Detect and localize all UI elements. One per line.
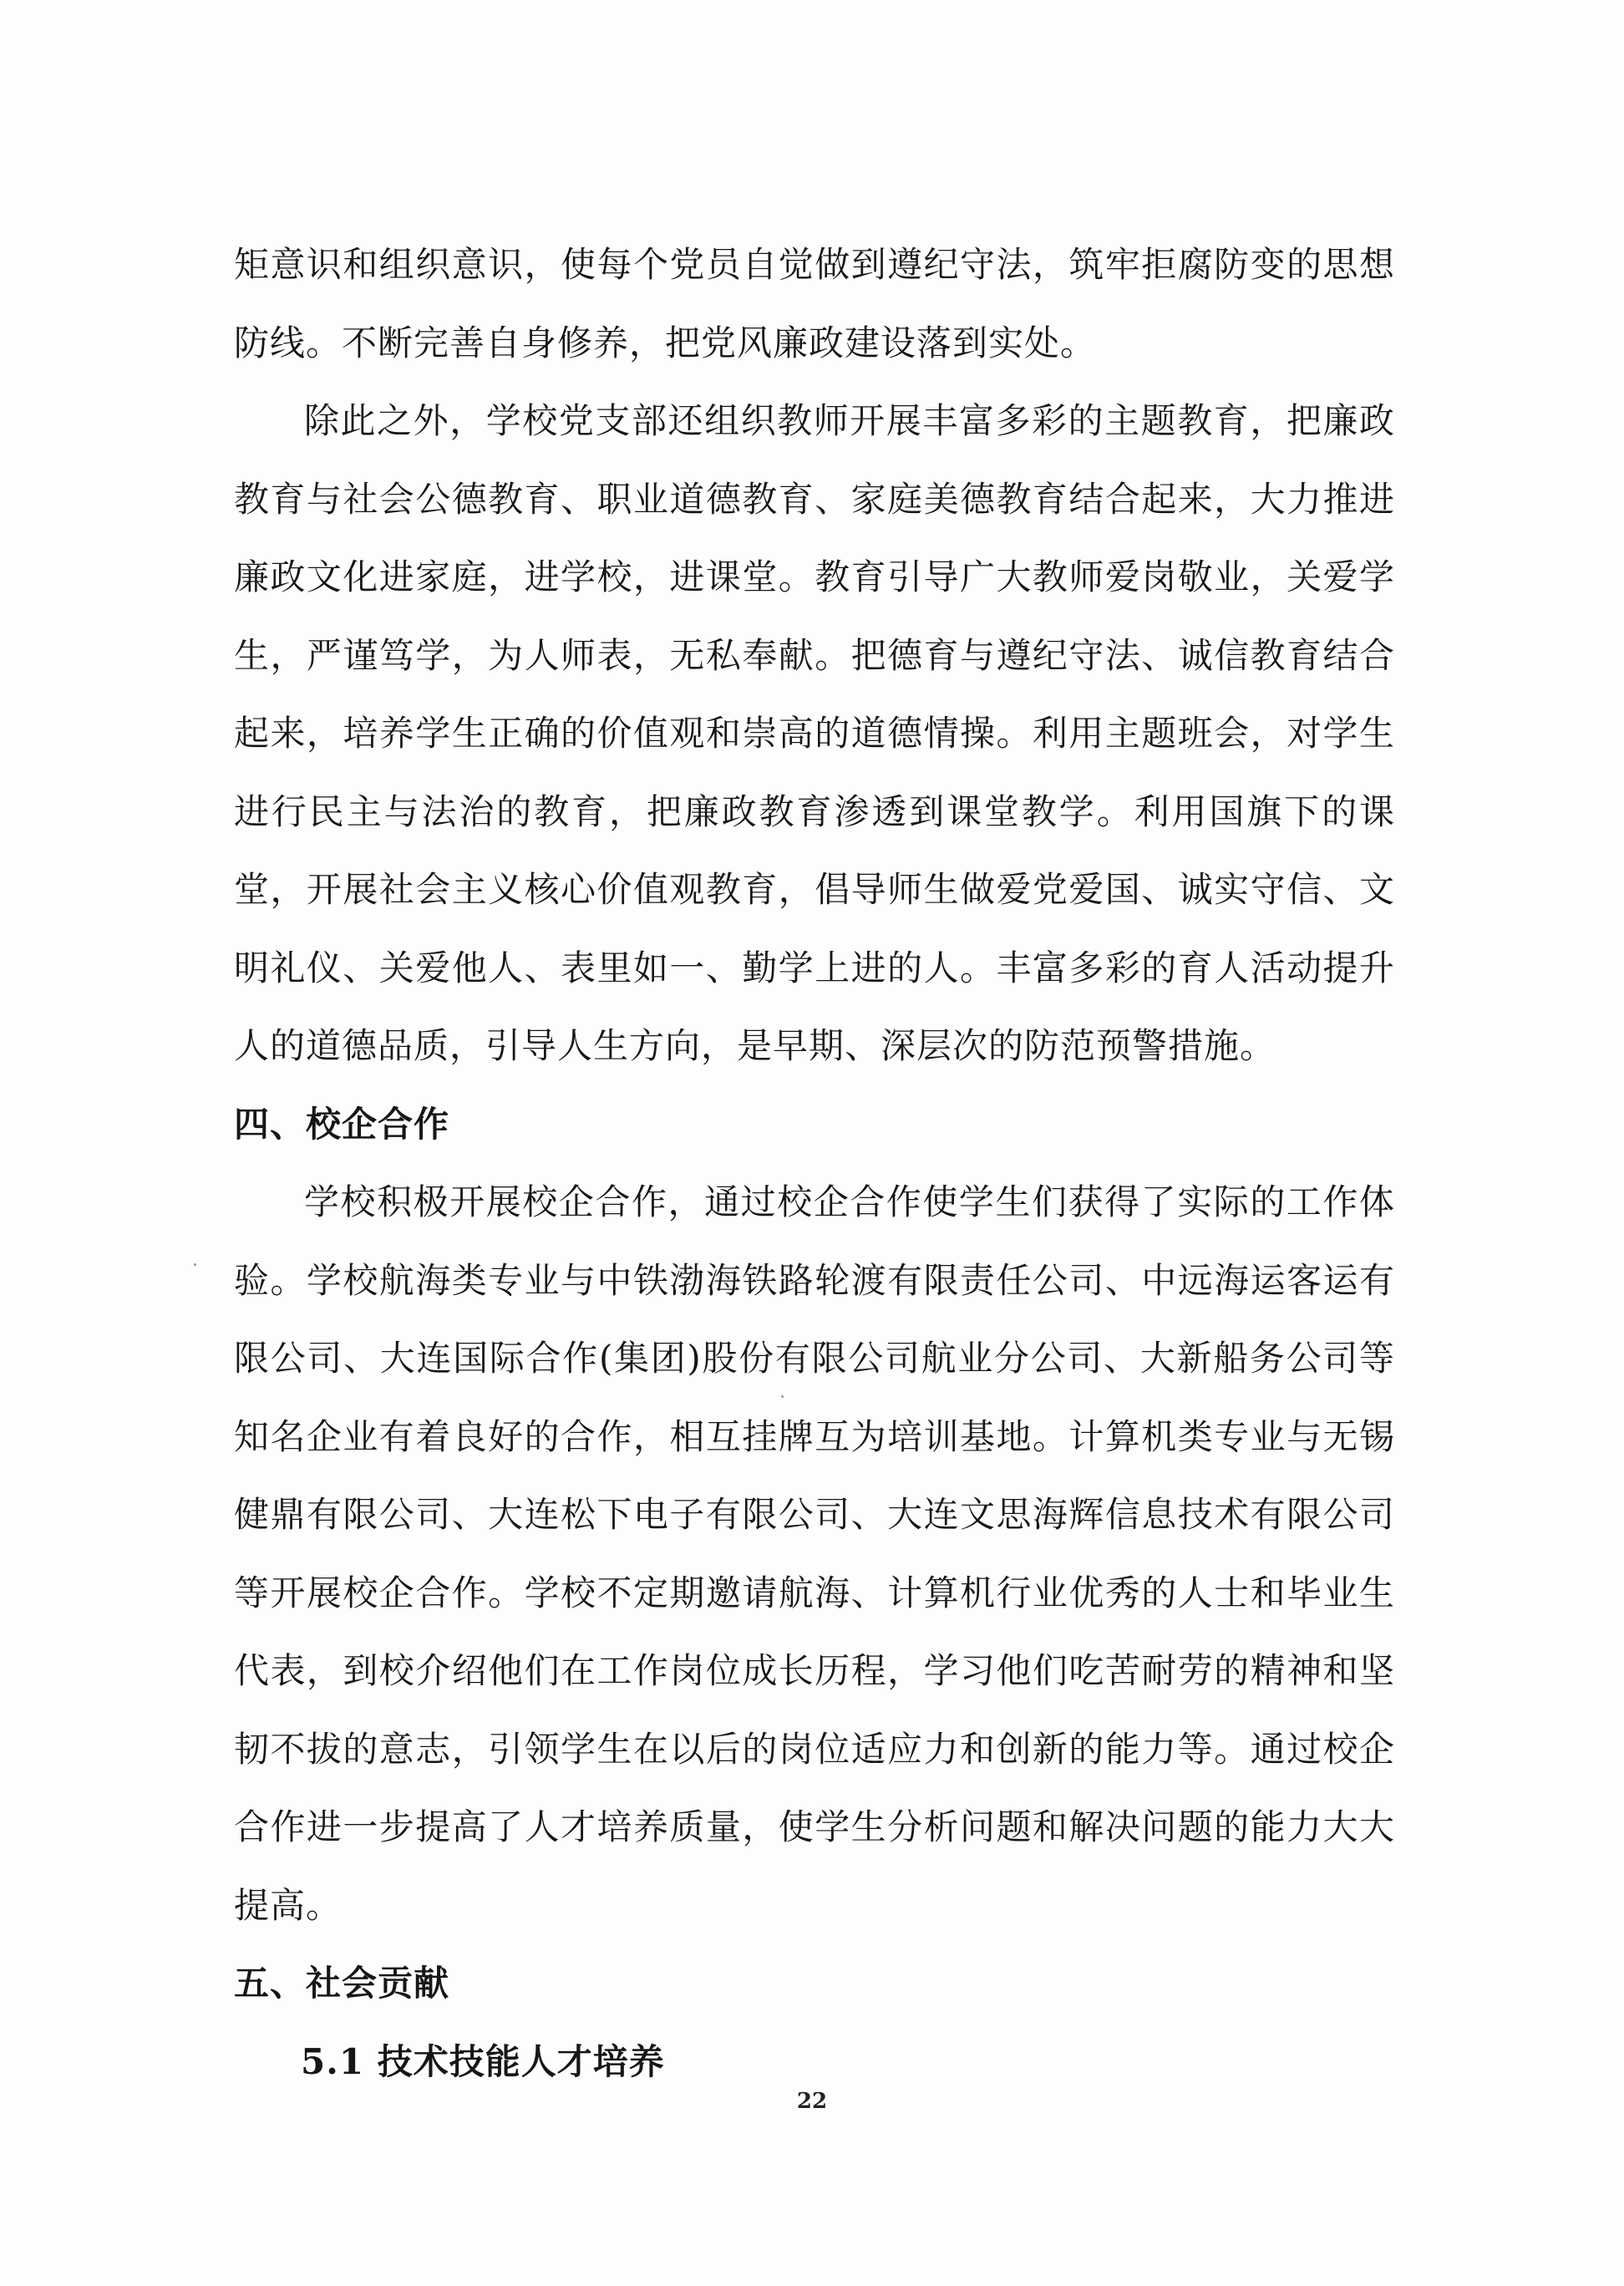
page-number: 22 — [796, 2089, 828, 2114]
scan-speck — [194, 1263, 196, 1266]
paragraph-discipline-awareness: 矩意识和组织意识，使每个党员自觉做到遵纪守法，筑牢拒腐防变的思想防线。不断完善自身修养，把党风廉政建设落到实处。 — [234, 244, 1395, 363]
scan-speck — [781, 1395, 784, 1398]
section-heading-social-contribution: 五、社会贡献 — [234, 1963, 450, 2004]
section-heading-school-enterprise: 四、校企合作 — [234, 1103, 450, 1145]
paragraph-theme-education: 除此之外，学校党支部还组织教师开展丰富多彩的主题教育，把廉政教育与社会公德教育、职业道德教育、家庭美德教育结合起来，大力推进廉政文化进家庭，进学校，进课堂。教育引导广大教师爱岗敬业，关爱学生，严谨笃学，为人师表，无私奉献。把德育与遵纪守法、诚信教育结合起来，培养学生正确的价值观和崇高的道德情操。利用主题班会，对学生进行民主与法治的教育，把廉政教育渗透到课堂教学。利用国旗下的课堂，开展社会主义核心价值观教育，倡导师生做爱党爱国、诚实守信、文明礼仪、关爱他人、表里如一、勤学上进的人。丰富多彩的育人活动提升人的道德品质，引导人生方向，是早期、深层次的防范预警措施。 — [234, 400, 1395, 1066]
page-body — [234, 226, 1395, 2101]
paragraph-school-enterprise-cooperation: 学校积极开展校企合作，通过校企合作使学生们获得了实际的工作体验。学校航海类专业与中铁渤海铁路轮渡有限责任公司、中远海运客运有限公司、大连国际合作(集团)股份有限公司航业分公司、大新船务公司等知名企业有着良好的合作，相互挂牌互为培训基地。计算机类专业与无锡健鼎有限公司、大连松下电子有限公司、大连文思海辉信息技术有限公司等开展校企合作。学校不定期邀请航海、计算机行业优秀的人士和毕业生代表，到校介绍他们在工作岗位成长历程，学习他们吃苦耐劳的精神和坚韧不拔的意志，引领学生在以后的岗位适应力和创新的能力等。通过校企合作进一步提高了人才培养质量，使学生分析问题和解决问题的能力大大提高。 — [234, 1181, 1395, 1926]
subsection-heading-talent-training: 5.1 技术技能人才培养 — [301, 2040, 665, 2082]
